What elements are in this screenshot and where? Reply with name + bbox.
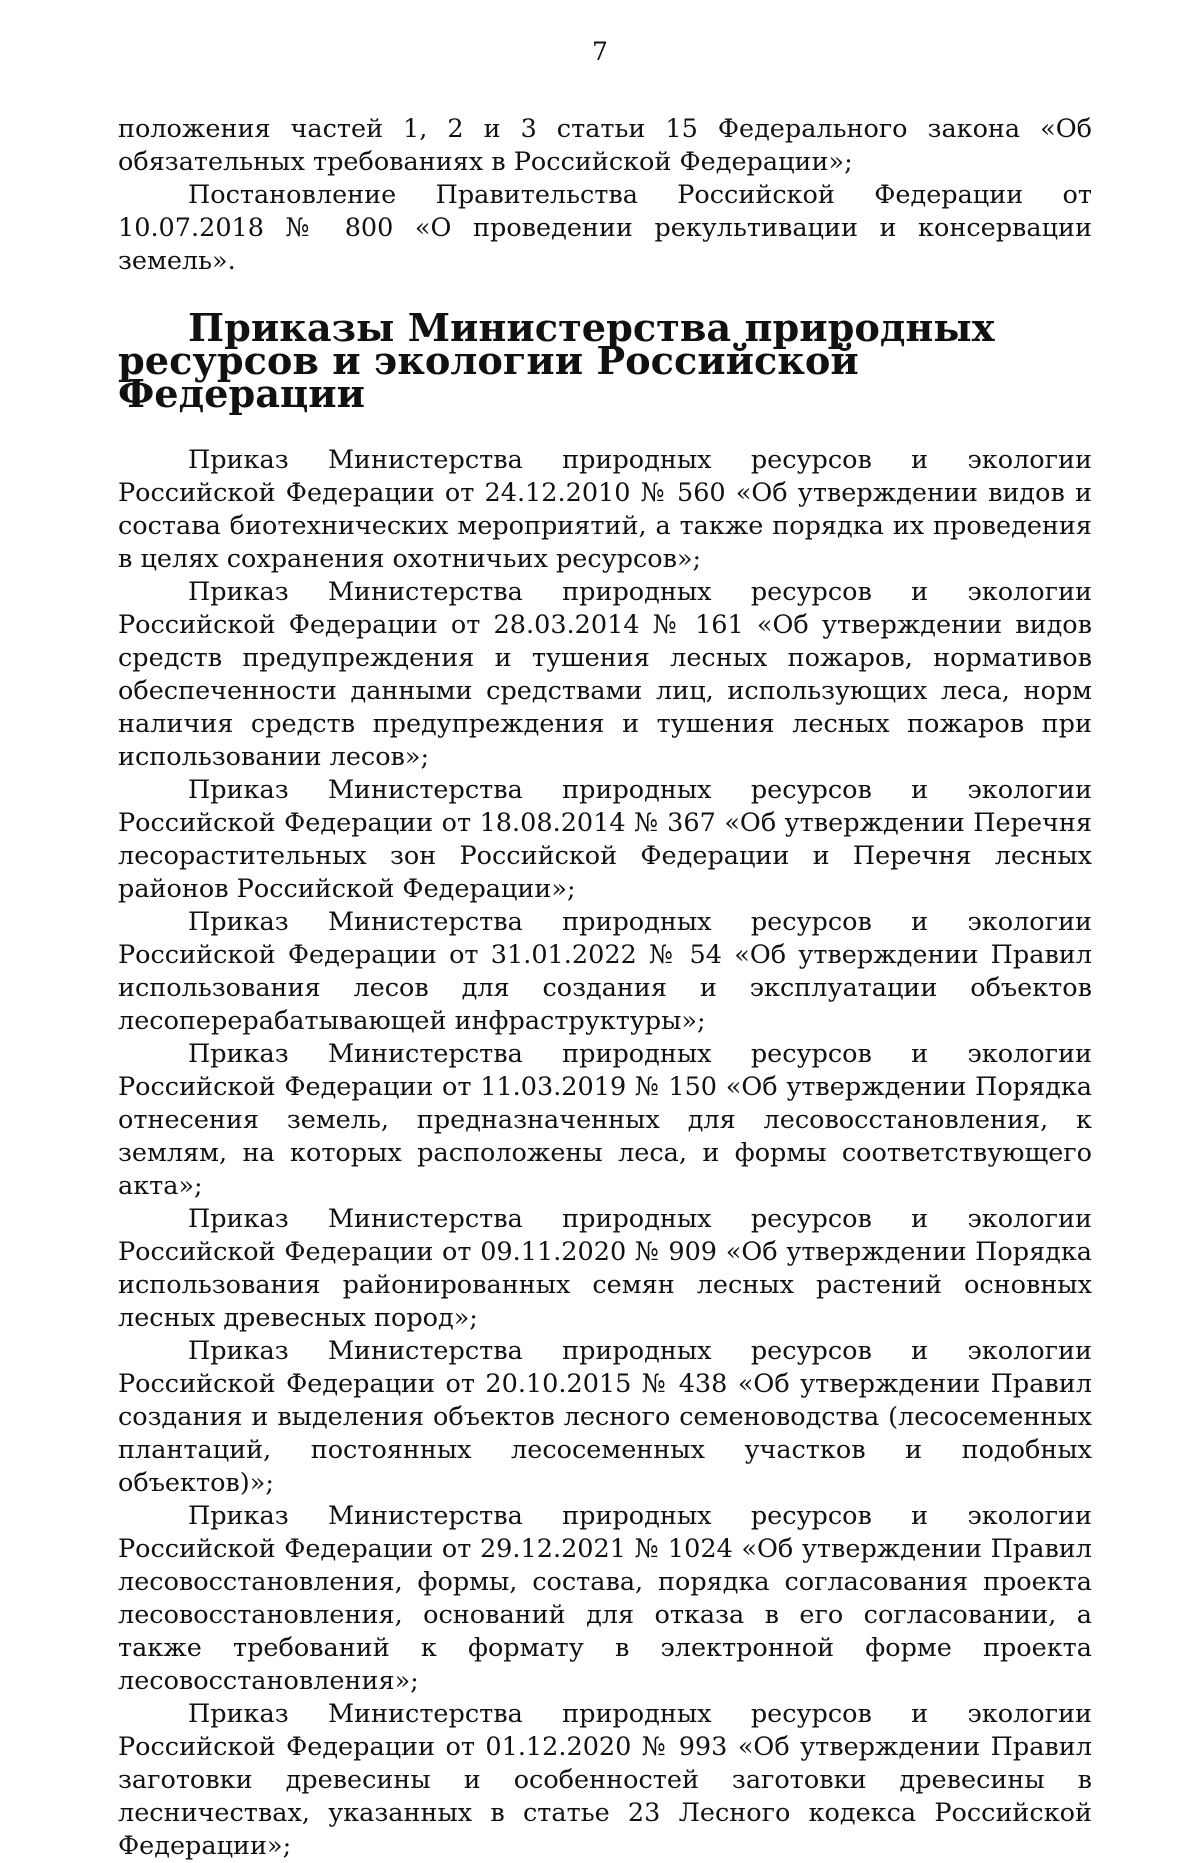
page-number: 7 xyxy=(592,37,608,66)
paragraph-federal-law-reference: положения частей 1, 2 и 3 статьи 15 Федерального закона «Об обязательных требованиях в Российской Федерации»; xyxy=(118,114,1092,177)
order-item: Приказ Министерства природных ресурсов и экологии Российской Федерации от 18.08.2014 № 367 «Об утверждении Перечня лесорастительных зон Российской Федерации и Перечня лесных районов Российской Федерации»; xyxy=(118,775,1092,904)
order-item: Приказ Министерства природных ресурсов и экологии Российской Федерации от 31.01.2022 № 54 «Об утверждении Правил использования лесов для создания и эксплуатации объектов лесоперерабатывающей инфраструктуры»; xyxy=(118,907,1092,1036)
order-item: Приказ Министерства природных ресурсов и экологии Российской Федерации от 28.03.2014 № 161 «Об утверждении видов средств предупреждения и тушения лесных пожаров, нормативов обеспеченности данными средствами лиц, использующих леса, норм наличия средств предупреждения и тушения лесных пожаров при использовании лесов»; xyxy=(118,577,1092,772)
document-body xyxy=(118,113,1092,1863)
order-item: Приказ Министерства природных ресурсов и экологии Российской Федерации от 01.12.2020 № 993 «Об утверждении Правил заготовки древесины и особенностей заготовки древесины в лесничествах, указанных в статье 23 Лесного кодекса Российской Федерации»; xyxy=(118,1699,1092,1861)
order-item: Приказ Министерства природных ресурсов и экологии Российской Федерации от 29.12.2021 № 1024 «Об утверждении Правил лесовосстановления, формы, состава, порядка согласования проекта лесовосстановления, оснований для отказа в его согласовании, а также требований к формату в электронной форме проекта лесовосстановления»; xyxy=(118,1501,1092,1696)
order-item: Приказ Министерства природных ресурсов и экологии Российской Федерации от 09.11.2020 № 909 «Об утверждении Порядка использования районированных семян лесных растений основных лесных древесных пород»; xyxy=(118,1204,1092,1333)
order-item: Приказ Министерства природных ресурсов и экологии Российской Федерации от 20.10.2015 № 438 «Об утверждении Правил создания и выделения объектов лесного семеноводства (лесосеменных плантаций, постоянных лесосеменных участков и подобных объектов)»; xyxy=(118,1336,1092,1498)
paragraph-government-resolution: Постановление Правительства Российской Федерации от 10.07.2018 № 800 «О проведении рекультивации и консервации земель». xyxy=(118,180,1092,276)
order-item: Приказ Министерства природных ресурсов и экологии Российской Федерации от 11.03.2019 № 150 «Об утверждении Порядка отнесения земель, предназначенных для лесовосстановления, к землям, на которых расположены леса, и формы соответствующего акта»; xyxy=(118,1039,1092,1201)
section-heading: Приказы Министерства природных ресурсов и экологии Российской Федерации xyxy=(118,306,995,417)
order-item: Приказ Министерства природных ресурсов и экологии Российской Федерации от 24.12.2010 № 560 «Об утверждении видов и состава биотехнических мероприятий, а также порядка их проведения в целях сохранения охотничьих ресурсов»; xyxy=(118,445,1092,574)
